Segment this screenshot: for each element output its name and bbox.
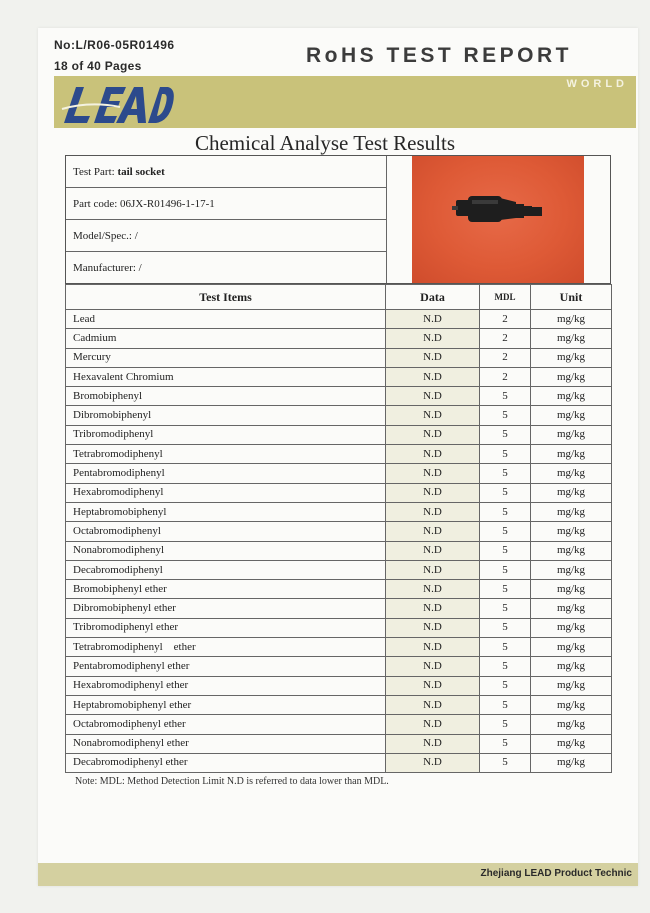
data-cell: N.D [386, 560, 480, 579]
table-row [66, 464, 612, 483]
unit-cell: mg/kg [531, 599, 612, 618]
table-row [66, 445, 612, 464]
table-row [66, 580, 612, 599]
sample-photo [412, 156, 584, 283]
mdl-cell: 5 [480, 715, 531, 734]
data-cell: N.D [386, 348, 480, 367]
unit-cell: mg/kg [531, 695, 612, 714]
page-count: 18 of 40 Pages [54, 59, 142, 73]
page-title: Chemical Analyse Test Results [194, 131, 456, 155]
mdl-cell: 5 [480, 695, 531, 714]
mdl-cell: 5 [480, 618, 531, 637]
header-banner [54, 76, 636, 128]
unit-cell: mg/kg [531, 464, 612, 483]
header-test-items: Test Items [66, 285, 386, 310]
test-item-cell: Tetrabromodiphenyl ether [66, 638, 386, 657]
data-cell: N.D [386, 445, 480, 464]
table-row [66, 406, 612, 425]
mdl-cell: 5 [480, 522, 531, 541]
mdl-cell: 5 [480, 406, 531, 425]
sample-info-box [65, 155, 611, 284]
mdl-cell: 5 [480, 483, 531, 502]
mdl-cell: 5 [480, 560, 531, 579]
test-item-cell: Hexabromodiphenyl [66, 483, 386, 502]
test-item-cell: Pentabromodiphenyl ether [66, 657, 386, 676]
data-cell: N.D [386, 715, 480, 734]
unit-cell: mg/kg [531, 522, 612, 541]
test-part-label: Test Part: [73, 166, 118, 178]
mdl-cell: 5 [480, 753, 531, 772]
test-item-cell: Dibromobiphenyl [66, 406, 386, 425]
test-item-cell: Decabromodiphenyl [66, 560, 386, 579]
unit-cell: mg/kg [531, 445, 612, 464]
test-item-cell: Tetrabromodiphenyl [66, 445, 386, 464]
world-label: WORLD [566, 78, 628, 90]
data-cell: N.D [386, 734, 480, 753]
unit-cell: mg/kg [531, 329, 612, 348]
table-row [66, 310, 612, 329]
test-item-cell: Tribromodiphenyl [66, 425, 386, 444]
test-item-cell: Decabromodiphenyl ether [66, 753, 386, 772]
table-row [66, 695, 612, 714]
table-row [66, 753, 612, 772]
data-cell: N.D [386, 367, 480, 386]
table-row [66, 676, 612, 695]
mdl-cell: 5 [480, 445, 531, 464]
table-row [66, 541, 612, 560]
test-item-cell: Hexabromodiphenyl ether [66, 676, 386, 695]
mdl-cell: 5 [480, 676, 531, 695]
mdl-cell: 2 [480, 348, 531, 367]
mdl-cell: 5 [480, 425, 531, 444]
mdl-cell: 2 [480, 367, 531, 386]
part-code-row: Part code: 06JX-R01496-1-17-1 [66, 188, 386, 220]
test-item-cell: Dibromobiphenyl ether [66, 599, 386, 618]
data-cell: N.D [386, 618, 480, 637]
unit-cell: mg/kg [531, 734, 612, 753]
lead-logo-icon [60, 83, 174, 125]
data-cell: N.D [386, 310, 480, 329]
unit-cell: mg/kg [531, 425, 612, 444]
table-row [66, 387, 612, 406]
unit-cell: mg/kg [531, 676, 612, 695]
table-row [66, 367, 612, 386]
model-spec-row: Model/Spec.: / [66, 220, 386, 252]
test-part-value: tail socket [117, 166, 165, 178]
table-row [66, 348, 612, 367]
data-cell: N.D [386, 522, 480, 541]
mdl-cell: 5 [480, 502, 531, 521]
table-row [66, 715, 612, 734]
test-item-cell: Lead [66, 310, 386, 329]
data-cell: N.D [386, 464, 480, 483]
unit-cell: mg/kg [531, 618, 612, 637]
data-cell: N.D [386, 753, 480, 772]
test-item-cell: Heptabromobiphenyl [66, 502, 386, 521]
data-cell: N.D [386, 406, 480, 425]
mdl-cell: 5 [480, 734, 531, 753]
data-cell: N.D [386, 483, 480, 502]
unit-cell: mg/kg [531, 367, 612, 386]
test-item-cell: Octabromodiphenyl ether [66, 715, 386, 734]
test-item-cell: Bromobiphenyl ether [66, 580, 386, 599]
unit-cell: mg/kg [531, 387, 612, 406]
mdl-cell: 5 [480, 638, 531, 657]
unit-cell: mg/kg [531, 580, 612, 599]
unit-cell: mg/kg [531, 541, 612, 560]
tail-socket-image [412, 156, 584, 283]
footer-company: Zhejiang LEAD Product Technic [480, 868, 632, 879]
unit-cell: mg/kg [531, 348, 612, 367]
data-cell: N.D [386, 387, 480, 406]
mdl-cell: 5 [480, 464, 531, 483]
data-cell: N.D [386, 676, 480, 695]
unit-cell: mg/kg [531, 657, 612, 676]
data-cell: N.D [386, 599, 480, 618]
data-cell: N.D [386, 425, 480, 444]
table-row [66, 502, 612, 521]
table-row [66, 599, 612, 618]
table-row [66, 425, 612, 444]
unit-cell: mg/kg [531, 638, 612, 657]
unit-cell: mg/kg [531, 502, 612, 521]
table-row [66, 522, 612, 541]
test-part-row [66, 156, 386, 188]
table-body [66, 310, 612, 773]
data-cell: N.D [386, 695, 480, 714]
test-item-cell: Mercury [66, 348, 386, 367]
data-cell: N.D [386, 329, 480, 348]
test-item-cell: Hexavalent Chromium [66, 367, 386, 386]
header-unit: Unit [531, 285, 612, 310]
mdl-cell: 5 [480, 387, 531, 406]
test-item-cell: Octabromodiphenyl [66, 522, 386, 541]
unit-cell: mg/kg [531, 560, 612, 579]
unit-cell: mg/kg [531, 310, 612, 329]
mdl-cell: 2 [480, 310, 531, 329]
unit-cell: mg/kg [531, 715, 612, 734]
table-header-row [66, 285, 612, 310]
table-row [66, 734, 612, 753]
unit-cell: mg/kg [531, 406, 612, 425]
footer-bar [38, 863, 638, 886]
table-row [66, 560, 612, 579]
mdl-cell: 5 [480, 580, 531, 599]
manufacturer-row: Manufacturer: / [73, 262, 142, 274]
header-mdl: MDL [480, 285, 531, 310]
footnote: Note: MDL: Method Detection Limit N.D is referred to data lower than MDL. [75, 776, 389, 787]
test-item-cell: Bromobiphenyl [66, 387, 386, 406]
data-cell: N.D [386, 541, 480, 560]
unit-cell: mg/kg [531, 483, 612, 502]
mdl-cell: 2 [480, 329, 531, 348]
test-item-cell: Nonabromodiphenyl ether [66, 734, 386, 753]
table-row [66, 483, 612, 502]
data-cell: N.D [386, 657, 480, 676]
test-item-cell: Pentabromodiphenyl [66, 464, 386, 483]
test-item-cell: Nonabromodiphenyl [66, 541, 386, 560]
data-cell: N.D [386, 502, 480, 521]
mdl-cell: 5 [480, 599, 531, 618]
results-table [65, 284, 612, 773]
header-data: Data [386, 285, 480, 310]
lead-logo [60, 83, 172, 123]
table-row [66, 657, 612, 676]
test-item-cell: Cadmium [66, 329, 386, 348]
unit-cell: mg/kg [531, 753, 612, 772]
table-row [66, 638, 612, 657]
test-item-cell: Tribromodiphenyl ether [66, 618, 386, 637]
report-number: No:L/R06-05R01496 [54, 38, 175, 52]
data-cell: N.D [386, 580, 480, 599]
table-row [66, 618, 612, 637]
data-cell: N.D [386, 638, 480, 657]
table-row [66, 329, 612, 348]
mdl-cell: 5 [480, 657, 531, 676]
info-divider [386, 156, 387, 283]
test-item-cell: Heptabromobiphenyl ether [66, 695, 386, 714]
mdl-cell: 5 [480, 541, 531, 560]
report-title: RoHS TEST REPORT [306, 44, 573, 67]
